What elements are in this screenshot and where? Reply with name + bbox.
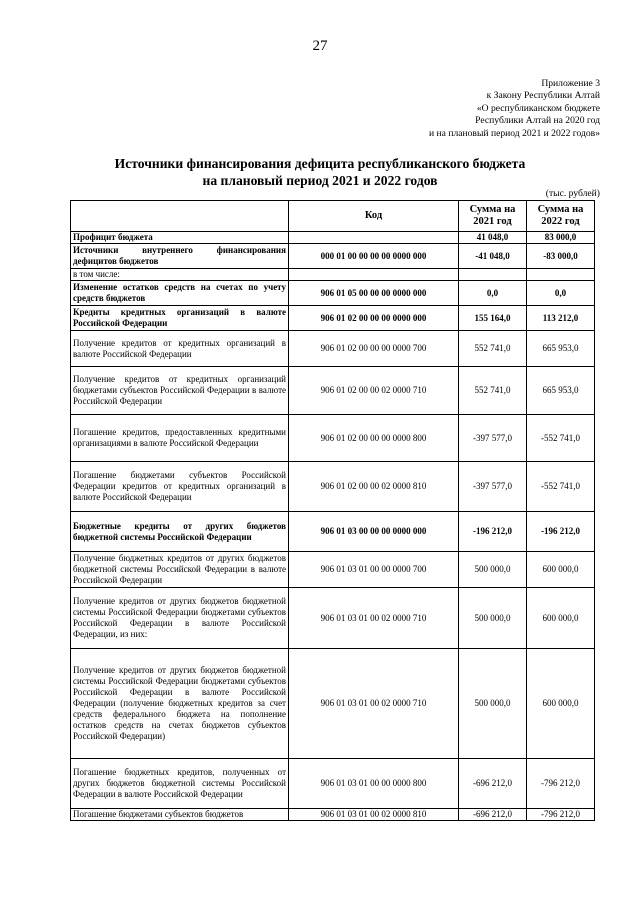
row-amount-2021: -696 212,0 — [459, 809, 527, 821]
row-name: Погашение бюджетных кредитов, полученных от других бюджетов бюджетной системы Российской Федерации в валюте Российской Федерации — [71, 759, 289, 809]
table-row — [71, 759, 595, 809]
table-row — [71, 232, 595, 244]
row-code: 906 01 02 00 00 00 0000 800 — [289, 415, 459, 462]
units-note: (тыс. рублей) — [545, 188, 600, 199]
row-amount-2021: -397 577,0 — [459, 462, 527, 512]
row-amount-2021: -41 048,0 — [459, 244, 527, 269]
row-amount-2022: 665 953,0 — [527, 367, 595, 415]
row-amount-2021: 41 048,0 — [459, 232, 527, 244]
row-name: Погашение кредитов, предоставленных кредитными организациями в валюте Российской Федерации — [71, 415, 289, 462]
row-amount-2022: 600 000,0 — [527, 649, 595, 759]
table-row — [71, 552, 595, 588]
row-amount-2022: -552 741,0 — [527, 415, 595, 462]
row-code: 906 01 02 00 00 00 0000 700 — [289, 331, 459, 367]
row-amount-2022 — [527, 269, 595, 281]
row-code: 906 01 02 00 00 02 0000 810 — [289, 462, 459, 512]
row-code: 906 01 02 00 00 02 0000 710 — [289, 367, 459, 415]
table-row — [71, 809, 595, 821]
table-row — [71, 331, 595, 367]
row-name: Погашение бюджетами субъектов Российской Федерации кредитов от кредитных организаций в валюте Российской Федерации — [71, 462, 289, 512]
table-row — [71, 244, 595, 269]
row-code: 906 01 03 01 00 00 0000 800 — [289, 759, 459, 809]
row-code: 906 01 03 01 00 02 0000 710 — [289, 588, 459, 649]
table-row — [71, 512, 595, 552]
header-2022-line-1: Сумма на — [537, 204, 584, 215]
row-amount-2021: -696 212,0 — [459, 759, 527, 809]
table-header-row — [71, 201, 595, 232]
header-name — [71, 201, 289, 232]
row-amount-2022: 600 000,0 — [527, 552, 595, 588]
annex-line: Республики Алтай на 2020 год — [475, 115, 600, 127]
annex-line: «О республиканском бюджете — [476, 102, 600, 114]
row-name: Изменение остатков средств на счетах по учету средств бюджетов — [71, 281, 289, 306]
row-amount-2021: 0,0 — [459, 281, 527, 306]
row-name: Получение кредитов от кредитных организаций в валюте Российской Федерации — [71, 331, 289, 367]
header-2021-line-2: 2021 год — [473, 216, 512, 227]
header-2022 — [527, 201, 595, 232]
row-amount-2022: -196 212,0 — [527, 512, 595, 552]
row-name: в том числе: — [71, 269, 289, 281]
row-name: Профицит бюджета — [71, 232, 289, 244]
row-amount-2021: 500 000,0 — [459, 552, 527, 588]
row-amount-2022: 83 000,0 — [527, 232, 595, 244]
row-name: Получение бюджетных кредитов от других бюджетов бюджетной системы Российской Федерации в валюте Российской Федерации — [71, 552, 289, 588]
row-code: 000 01 00 00 00 00 0000 000 — [289, 244, 459, 269]
table-row — [71, 588, 595, 649]
header-2022-line-2: 2022 год — [541, 216, 580, 227]
financing-table — [70, 200, 595, 821]
row-amount-2022: 0,0 — [527, 281, 595, 306]
table-row — [71, 462, 595, 512]
row-amount-2022: 665 953,0 — [527, 331, 595, 367]
row-amount-2021: 500 000,0 — [459, 588, 527, 649]
row-name: Погашение бюджетами субъектов бюджетов — [71, 809, 289, 821]
row-code: 906 01 03 01 00 00 0000 700 — [289, 552, 459, 588]
annex-reference — [429, 78, 600, 140]
document-title — [0, 155, 640, 189]
annex-line: и на плановый период 2021 и 2022 годов» — [429, 127, 600, 139]
row-code: 906 01 03 00 00 00 0000 000 — [289, 512, 459, 552]
row-name: Бюджетные кредиты от других бюджетов бюджетной системы Российской Федерации — [71, 512, 289, 552]
row-name: Получение кредитов от других бюджетов бюджетной системы Российской Федерации бюджетами субъектов Российской Федерации в валюте Российской Федерации (получение бюджетных кредитов за счет средств федерального бюджета на пополнение остатков средств на счетах бюджетов субъектов Российской Федерации) — [71, 649, 289, 759]
row-name: Получение кредитов от кредитных организаций бюджетами субъектов Российской Федерации в валюте Российской Федерации — [71, 367, 289, 415]
row-code: 906 01 03 01 00 02 0000 710 — [289, 649, 459, 759]
row-amount-2022: -796 212,0 — [527, 809, 595, 821]
table-row — [71, 367, 595, 415]
row-amount-2021: -397 577,0 — [459, 415, 527, 462]
row-amount-2021: 552 741,0 — [459, 331, 527, 367]
header-code: Код — [289, 201, 459, 232]
table-row — [71, 306, 595, 331]
row-amount-2021: 500 000,0 — [459, 649, 527, 759]
row-code: 906 01 02 00 00 00 0000 000 — [289, 306, 459, 331]
table-row — [71, 649, 595, 759]
title-line-1: Источники финансирования дефицита республиканского бюджета — [114, 156, 526, 171]
row-name: Источники внутреннего финансирования дефицитов бюджетов — [71, 244, 289, 269]
table-row — [71, 281, 595, 306]
page-number: 27 — [312, 38, 328, 54]
row-name: Получение кредитов от других бюджетов бюджетной системы Российской Федерации бюджетами субъектов Российской Федерации в валюте Российской Федерации, из них: — [71, 588, 289, 649]
row-amount-2021: 155 164,0 — [459, 306, 527, 331]
row-code: 906 01 03 01 00 02 0000 810 — [289, 809, 459, 821]
row-name: Кредиты кредитных организаций в валюте Российской Федерации — [71, 306, 289, 331]
row-amount-2022: 113 212,0 — [527, 306, 595, 331]
row-amount-2021: -196 212,0 — [459, 512, 527, 552]
title-line-2: на плановый период 2021 и 2022 годов — [202, 173, 438, 188]
row-amount-2022: -552 741,0 — [527, 462, 595, 512]
row-code: 906 01 05 00 00 00 0000 000 — [289, 281, 459, 306]
row-amount-2022: -83 000,0 — [527, 244, 595, 269]
row-amount-2021: 552 741,0 — [459, 367, 527, 415]
table-row — [71, 269, 595, 281]
row-amount-2021 — [459, 269, 527, 281]
annex-line: к Закону Республики Алтай — [486, 90, 600, 102]
row-code — [289, 269, 459, 281]
row-amount-2022: 600 000,0 — [527, 588, 595, 649]
header-2021 — [459, 201, 527, 232]
row-amount-2022: -796 212,0 — [527, 759, 595, 809]
table-row — [71, 415, 595, 462]
header-2021-line-1: Сумма на — [469, 204, 516, 215]
row-code — [289, 232, 459, 244]
annex-line: Приложение 3 — [541, 78, 600, 89]
